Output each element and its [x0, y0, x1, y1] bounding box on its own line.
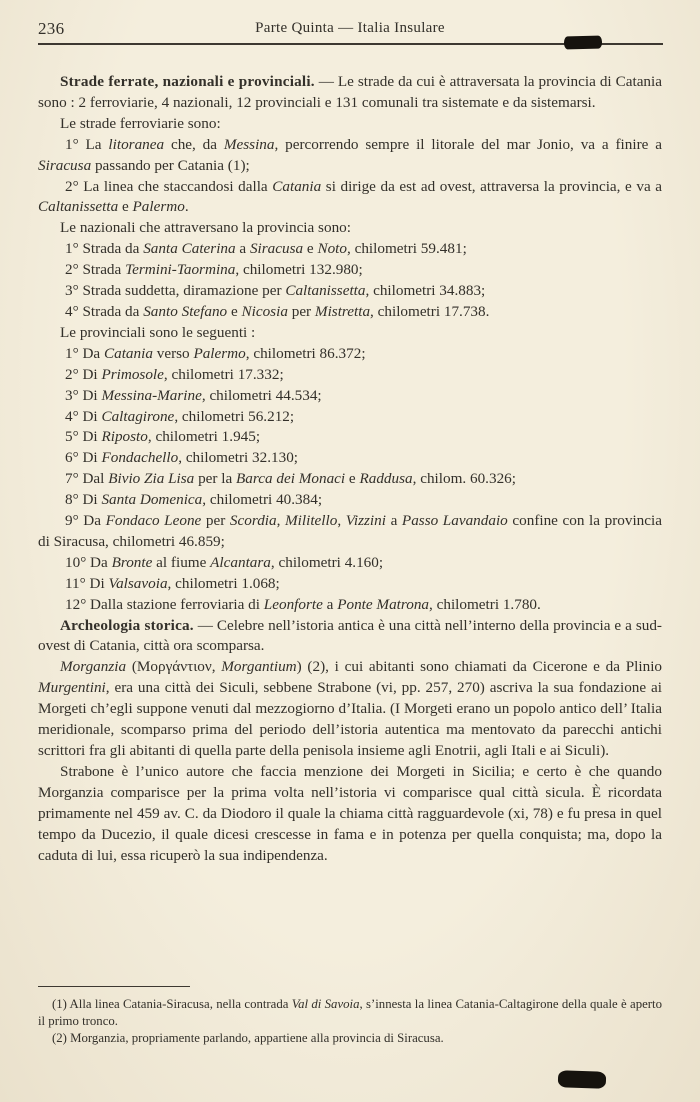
list-item: 3° Strada suddetta, diramazione per Caltanissetta, chilometri 34.883; — [65, 282, 486, 300]
paragraph: Morganzia (Μοργάντιον, Morgantium) (2), i cui abitanti sono chiamati da Cicerone e da Plinio Murgentini, era una città dei Siculi, sebbene Strabone (vi, pp. 257, 270) ascriva la sua fondazione ai Morgeti ch’egli suppone venuti dal mezzogiorno d’Italia. (I Morgeti erano un popolo antico dell’ Italia meridionale, scomparso prima del periodo dell’istoria autentica ma mentovato da parecchi antichi scrittori fra gli abitanti di quella parte della penisola insieme agli Enotrii, agli Itali e ai Siculi). — [38, 658, 663, 759]
list-item: 2° Di Primosole, chilometri 17.332; — [65, 365, 284, 383]
list-item: 7° Dal Bivio Zia Lisa per la Barca dei Monaci e Raddusa, chilom. 60.326; — [65, 470, 516, 488]
list-item: 3° Di Messina-Marine, chilometri 44.534; — [65, 386, 322, 404]
paragraph: Strade ferrate, nazionali e provinciali. — Le strade da cui è attraversata la provincia di Catania sono : 2 ferroviarie, 4 nazionali, 12 provinciali e 131 comunali tra sistemate e da sistemarsi. — [38, 73, 662, 111]
footnotes — [38, 996, 662, 1048]
list-item: 1° Da Catania verso Palermo, chilometri 86.372; — [65, 344, 366, 362]
running-title: Parte Quinta — Italia Insulare — [255, 20, 445, 36]
list-item: 9° Da Fondaco Leone per Scordia, Militello, Vizzini a Passo Lavandaio confine con la provincia di Siracusa, chilometri 46.859; — [38, 512, 662, 550]
ink-blot-bottom — [558, 1070, 607, 1089]
paragraph: Archeologia storica. — Celebre nell’istoria antica è una città nell’interno della provincia e a sud-ovest di Catania, città ora scomparsa. — [38, 616, 662, 655]
ink-blot-top — [564, 36, 602, 50]
page-body — [38, 72, 662, 866]
footnote: (1) Alla linea Catania-Siracusa, nella contrada Val di Savoia, s’innesta la linea Catania-Caltagirone della quale è aperto il primo tronco. — [38, 997, 662, 1029]
list-item: 11° Di Valsavoia, chilometri 1.068; — [65, 574, 280, 592]
paragraph: Strabone è l’unico autore che faccia menzione dei Morgeti in Sicilia; e certo è che quando Morganzia comparisce per la prima volta nell’istoria vi comparisce qual città sicula. È ricordata primamente nel 459 av. C. da Diodoro il quale la chiama città ragguardevole (xi, 78) e fu presa in quel tempo da Ducezio, il quale dicesi crescesse in fama e in potenza per quella conquista; ma, dopo la caduta di lui, essa ricuperò la sua indipendenza. — [38, 762, 662, 864]
list-item: 10° Da Bronte al fiume Alcantara, chilometri 4.160; — [65, 553, 384, 571]
list-item: 6° Di Fondachello, chilometri 32.130; — [65, 449, 299, 467]
paragraph: Le strade ferroviarie sono: — [60, 114, 221, 132]
paragraph: Le nazionali che attraversano la provincia sono: — [60, 219, 351, 237]
list-item: 8° Di Santa Domenica, chilometri 40.384; — [65, 491, 323, 509]
list-item: 5° Di Riposto, chilometri 1.945; — [65, 428, 261, 446]
list-item: 2° Strada Termini-Taormina, chilometri 132.980; — [65, 261, 363, 279]
list-item: 1° Strada da Santa Caterina a Siracusa e Noto, chilometri 59.481; — [65, 240, 467, 258]
footnote: (2) Morganzia, propriamente parlando, appartiene alla provincia di Siracusa. — [52, 1031, 444, 1046]
list-item: 4° Di Caltagirone, chilometri 56.212; — [65, 407, 295, 425]
paragraph: Le provinciali sono le seguenti : — [60, 323, 256, 341]
footnote-rule — [38, 986, 190, 987]
list-item: 1° La litoranea che, da Messina, percorrendo sempre il litorale del mar Jonio, va a finire a Siracusa passando per Catania (1); — [38, 135, 662, 174]
page-number: 236 — [38, 19, 65, 38]
list-item: 4° Strada da Santo Stefano e Nicosia per Mistretta, chilometri 17.738. — [65, 302, 490, 320]
page-header — [38, 20, 662, 37]
list-item: 2° La linea che staccandosi dalla Catania si dirige da est ad ovest, attraversa la provincia, e va a Caltanissetta e Palermo. — [38, 177, 662, 216]
list-item: 12° Dalla stazione ferroviaria di Leonforte a Ponte Matrona, chilometri 1.780. — [65, 595, 541, 613]
